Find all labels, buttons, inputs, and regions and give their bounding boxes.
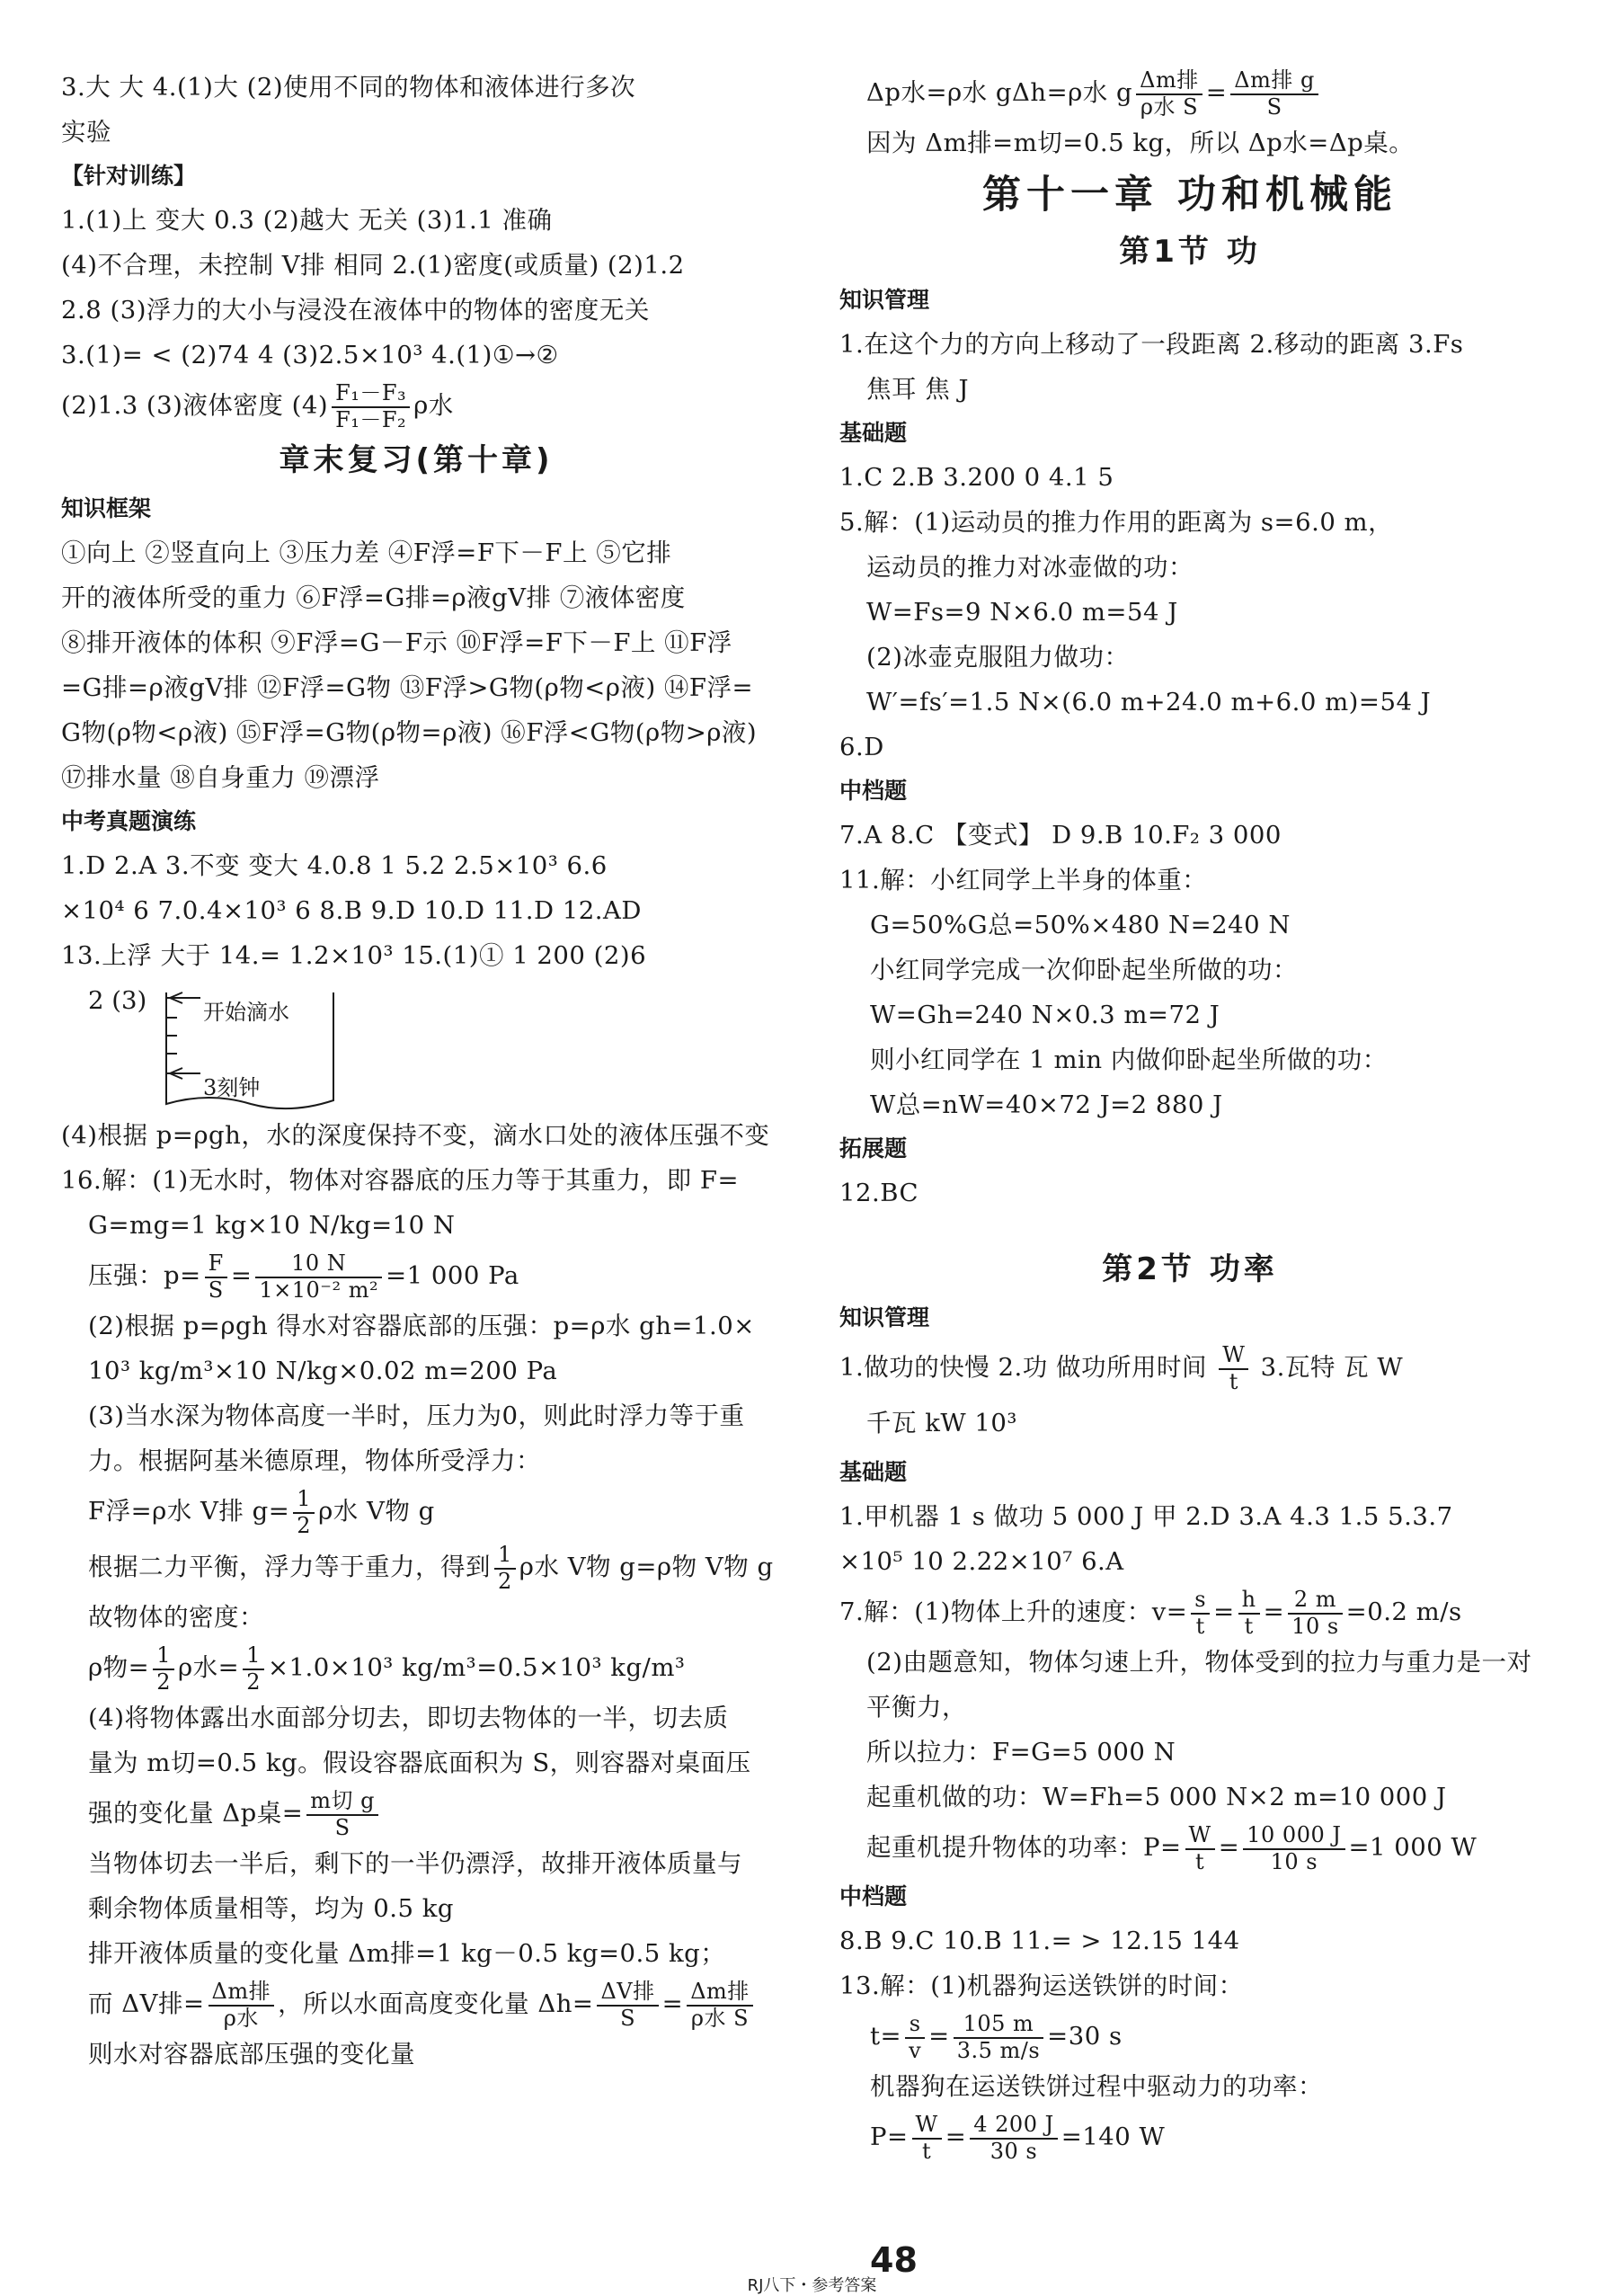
- line-text-mid2: =: [1263, 1597, 1285, 1626]
- line-text: (2)根据 p=ρgh 得水对容器底部的压强：p=ρ水 gh=1.0×: [88, 1312, 755, 1340]
- line-text: 7.解：(1)物体上升的速度：v=: [839, 1597, 1188, 1626]
- text-line: [61, 1348, 771, 1393]
- line-text: 1.C 2.B 3.200 0 4.1 5: [839, 463, 1114, 492]
- line-text: ρ物=: [88, 1653, 150, 1682]
- text-line: [61, 1785, 771, 1841]
- line-text: F浮=ρ水 V排 g=: [88, 1497, 290, 1526]
- fraction: [1219, 1343, 1248, 1394]
- line-text: 小红同学完成一次仰卧起坐所做的功：: [870, 956, 1298, 984]
- section-title: [839, 225, 1540, 279]
- text-line: [839, 455, 1540, 500]
- line-text-mid: ρ水=: [178, 1653, 240, 1682]
- fraction-numerator: s: [905, 2012, 925, 2039]
- right-column: [839, 65, 1540, 2165]
- line-text: (2)由题意知，物体匀速上升，物体受到的拉力与重力是一对: [866, 1648, 1532, 1677]
- fraction-numerator: F₁－F₃: [332, 381, 410, 408]
- diagram-label-end: 3刻钟: [203, 1075, 261, 1100]
- text-line: [839, 322, 1540, 367]
- line-text: 10³ kg/m³×10 N/kg×0.02 m=200 Pa: [88, 1357, 558, 1385]
- text-line: [61, 665, 771, 710]
- line-text: 章末复习(第十章): [279, 442, 554, 478]
- line-text-after: =0.2 m/s: [1345, 1597, 1462, 1626]
- text-line: [839, 948, 1540, 992]
- text-line: [839, 903, 1540, 948]
- text-line: [839, 2064, 1540, 2109]
- text-line: [839, 1395, 1540, 1451]
- text-line: [61, 755, 771, 800]
- text-line: [839, 1584, 1540, 1640]
- line-text-after: 3.瓦特 瓦 W: [1252, 1353, 1404, 1382]
- fraction: [1136, 68, 1202, 120]
- fraction: [1288, 1588, 1342, 1639]
- line-text-mid2: =: [661, 1989, 684, 2018]
- line-text: t=: [870, 2022, 902, 2051]
- text-line: [61, 1203, 771, 1248]
- line-text: 1.做功的快慢 2.功 做功所用时间: [839, 1353, 1216, 1382]
- line-text: 11.解：小红同学上半身的体重：: [839, 866, 1208, 894]
- fraction-denominator: v: [909, 2037, 922, 2063]
- fraction-denominator: S: [208, 1277, 224, 1303]
- text-line: [839, 65, 1540, 120]
- fraction-numerator: W: [912, 2113, 942, 2140]
- line-text-mid: =: [1205, 78, 1228, 107]
- fraction: [905, 2012, 925, 2063]
- section-title: [839, 1242, 1540, 1296]
- line-text: 焦耳 焦 J: [866, 375, 970, 404]
- text-line: [839, 680, 1540, 725]
- text-line: [839, 2008, 1540, 2064]
- line-text-after: ρ水 V物 g=ρ物 V物 g: [519, 1553, 774, 1581]
- fraction-numerator: 1: [494, 1543, 516, 1570]
- line-text: 5.解：(1)运动员的推力作用的距离为 s=6.0 m，: [839, 508, 1394, 537]
- text-line: [61, 288, 771, 333]
- line-text: 3.大 大 4.(1)大 (2)使用不同的物体和液体进行多次: [61, 73, 636, 102]
- section-heading: [61, 155, 771, 198]
- text-line: [839, 590, 1540, 635]
- line-text-after: =140 W: [1060, 2122, 1166, 2151]
- text-line: [839, 813, 1540, 858]
- fraction-numerator: s: [1191, 1588, 1210, 1615]
- line-text-after: ×1.0×10³ kg/m³=0.5×10³ kg/m³: [268, 1653, 686, 1682]
- fraction-denominator: 10 s: [1291, 1613, 1339, 1639]
- fraction-numerator: 2 m: [1288, 1588, 1342, 1615]
- line-text: (4)根据 p=ρgh，水的深度保持不变，滴水口处的液体压强不变: [61, 1121, 770, 1150]
- text-line: [61, 1113, 771, 1158]
- line-text: 第1节 功: [1119, 234, 1261, 270]
- text-line: [61, 710, 771, 755]
- line-text: 2.8 (3)浮力的大小与浸没在液体中的物体的密度无关: [61, 296, 650, 325]
- line-text: 起重机做的功：W=Fh=5 000 N×2 m=10 000 J: [866, 1783, 1447, 1811]
- line-text-mid: =: [1213, 1597, 1235, 1626]
- line-text: 根据二力平衡，浮力等于重力，得到: [88, 1553, 491, 1581]
- fraction: [687, 1980, 753, 2031]
- fraction: [970, 2113, 1057, 2164]
- spacer: [839, 1215, 1540, 1242]
- line-text: 机器狗在运送铁饼过程中驱动力的功率：: [870, 2072, 1323, 2101]
- text-line: [839, 1037, 1540, 1082]
- line-text: W′=fs′=1.5 N×(6.0 m+24.0 m+6.0 m)=54 J: [866, 688, 1432, 716]
- line-text: 2 (3): [88, 986, 147, 1015]
- fraction-denominator: 3.5 m/s: [956, 2037, 1041, 2063]
- line-text: 剩余物体质量相等，均为 0.5 kg: [88, 1894, 454, 1923]
- fraction-denominator: 1×10⁻² m²: [259, 1277, 379, 1303]
- line-text: 量为 m切=0.5 kg。假设容器底面积为 S，则容器对桌面压: [88, 1749, 751, 1777]
- arrow-icon: [170, 1068, 200, 1079]
- text-line: [839, 2109, 1540, 2165]
- line-text: 中档题: [839, 1883, 908, 1909]
- line-text: G=mg=1 kg×10 N/kg=10 N: [88, 1211, 456, 1240]
- line-text: (3)当水深为物体高度一半时，压力为0，则此时浮力等于重: [88, 1402, 745, 1430]
- line-text: 平衡力，: [866, 1693, 967, 1722]
- section-heading: [839, 1127, 1540, 1170]
- fraction-denominator: t: [1244, 1613, 1254, 1639]
- text-line: [61, 1740, 771, 1785]
- text-line: [61, 1976, 771, 2032]
- fraction: [1185, 1823, 1215, 1874]
- section-heading: [839, 1451, 1540, 1494]
- fraction-numerator: m切 g: [306, 1789, 378, 1816]
- text-line: [839, 367, 1540, 412]
- fraction-denominator: ρ水: [223, 2005, 259, 2031]
- line-text-mid: =: [230, 1261, 253, 1290]
- text-line: [61, 1931, 771, 1976]
- line-text: 1.D 2.A 3.不变 变大 4.0.8 1 5.2 2.5×10³ 6.6: [61, 851, 608, 880]
- fraction-numerator: W: [1185, 1823, 1215, 1850]
- section-heading: [839, 770, 1540, 813]
- fraction-denominator: ρ水 S: [1140, 93, 1199, 120]
- fraction-denominator: ρ水 S: [690, 2005, 750, 2031]
- line-text: G物(ρ物<ρ液) ⑮F浮=G物(ρ物=ρ液) ⑯F浮<G物(ρ物>ρ液): [61, 718, 758, 747]
- fraction: [1191, 1588, 1210, 1639]
- line-text: 第十一章 功和机械能: [982, 173, 1398, 218]
- fraction: [1243, 1823, 1344, 1874]
- text-line: [839, 1339, 1540, 1395]
- line-text: G=50%G总=50%×480 N=240 N: [870, 911, 1291, 939]
- fraction-denominator: 10 s: [1270, 1848, 1318, 1874]
- text-line: [839, 1170, 1540, 1215]
- text-line: [61, 1483, 771, 1539]
- line-text: 中档题: [839, 778, 908, 804]
- text-line: [61, 1886, 771, 1931]
- text-line: [61, 243, 771, 288]
- line-text: ①向上 ②竖直向上 ③压力差 ④F浮=F下－F上 ⑤它排: [61, 538, 672, 567]
- left-column: [61, 65, 774, 2077]
- line-text-mid: =: [1218, 1833, 1240, 1862]
- fraction: [1230, 68, 1318, 120]
- fraction-numerator: 4 200 J: [970, 2113, 1057, 2140]
- line-text-after: =1 000 Pa: [386, 1261, 519, 1290]
- line-text: ⑰排水量 ⑱自身重力 ⑲漂浮: [61, 763, 380, 792]
- fraction-numerator: 1: [243, 1643, 264, 1670]
- fraction-numerator: Δm排 g: [1230, 68, 1318, 95]
- text-line: [61, 378, 771, 433]
- text-line: [839, 635, 1540, 680]
- line-text: Δp水=ρ水 gΔh=ρ水 g: [866, 78, 1133, 107]
- line-text: 运动员的推力对冰壶做的功：: [866, 553, 1194, 582]
- fraction-denominator: F₁－F₂: [335, 406, 407, 432]
- line-text-after: ρ水 V物 g: [318, 1497, 435, 1526]
- text-line: [839, 545, 1540, 590]
- text-line: [61, 933, 771, 978]
- text-line: [61, 1393, 771, 1438]
- fraction-denominator: S: [1266, 93, 1282, 120]
- text-line: [61, 333, 771, 378]
- fraction: [209, 1980, 275, 2031]
- text-line: [61, 1640, 771, 1695]
- fraction: [205, 1251, 227, 1303]
- line-text: =G排=ρ液gV排 ⑫F浮=G物 ⑬F浮>G物(ρ物<ρ液) ⑭F浮=: [61, 673, 754, 702]
- line-text: 1.甲机器 1 s 做功 5 000 J 甲 2.D 3.A 4.3 1.5 5.3.7: [839, 1502, 1453, 1531]
- text-line: [839, 1082, 1540, 1127]
- text-line: [61, 575, 771, 620]
- line-text: (2)冰壶克服阻力做功：: [866, 643, 1130, 672]
- text-line: [61, 1695, 771, 1740]
- line-text: 7.A 8.C 【变式】 D 9.B 10.F₂ 3 000: [839, 821, 1282, 850]
- text-line: [839, 1640, 1540, 1685]
- line-text: 6.D: [839, 733, 884, 761]
- fraction-numerator: F: [205, 1251, 227, 1278]
- text-line: [61, 1304, 771, 1348]
- fraction-numerator: Δm排: [687, 1980, 753, 2007]
- fraction-numerator: Δm排: [1136, 68, 1202, 95]
- text-line: [839, 120, 1540, 165]
- text-line: [61, 1248, 771, 1304]
- fraction: [153, 1643, 174, 1695]
- fraction-denominator: 2: [246, 1669, 261, 1695]
- line-text: (4)将物体露出水面部分切去，即切去物体的一半，切去质: [88, 1704, 729, 1732]
- line-text: 第2节 功率: [1102, 1251, 1278, 1287]
- line-text-mid: ，所以水面高度变化量 Δh=: [278, 1989, 594, 2018]
- line-text: 基础题: [839, 420, 908, 446]
- fraction-numerator: 1: [153, 1643, 174, 1670]
- line-text-mid: =: [928, 2022, 950, 2051]
- fraction: [306, 1789, 378, 1840]
- line-text: W=Gh=240 N×0.3 m=72 J: [870, 1001, 1220, 1029]
- line-text: 力。根据阿基米德原理，物体所受浮力：: [88, 1446, 541, 1475]
- text-line: [839, 1730, 1540, 1775]
- fraction: [255, 1251, 382, 1303]
- line-text: 千瓦 kW 10³: [866, 1409, 1017, 1437]
- text-line: [839, 1918, 1540, 1963]
- line-text: 基础题: [839, 1459, 908, 1485]
- line-text: 【针对训练】: [61, 163, 197, 189]
- text-line: [61, 65, 771, 110]
- line-text: 知识框架: [61, 495, 152, 521]
- fraction: [954, 2012, 1043, 2063]
- line-text: ⑧排开液体的体积 ⑨F浮=G－F示 ⑩F浮=F下－F上 ⑪F浮: [61, 628, 732, 657]
- line-text: 强的变化量 Δp桌=: [88, 1799, 304, 1828]
- line-text: 起重机提升物体的功率：P=: [866, 1833, 1182, 1862]
- line-text: ×10⁴ 6 7.0.4×10³ 6 8.B 9.D 10.D 11.D 12.AD: [61, 896, 642, 925]
- line-text: 因为 Δm排=m切=0.5 kg，所以 Δp水=Δp桌。: [866, 129, 1415, 157]
- text-line: [61, 1438, 771, 1483]
- line-text: 1.在这个力的方向上移动了一段距离 2.移动的距离 3.Fs: [839, 330, 1464, 359]
- text-line: [61, 843, 771, 888]
- line-text: W总=nW=40×72 J=2 880 J: [870, 1090, 1223, 1119]
- line-text-after: =1 000 W: [1348, 1833, 1478, 1862]
- line-text: 知识管理: [839, 287, 930, 313]
- line-text-after: =30 s: [1047, 2022, 1123, 2051]
- fraction-numerator: W: [1219, 1343, 1248, 1370]
- fraction: [912, 2113, 942, 2164]
- section-heading: [61, 487, 771, 530]
- fraction-numerator: 1: [293, 1487, 315, 1514]
- line-text: (4)不合理，未控制 V排 相同 2.(1)密度(或质量) (2)1.2: [61, 251, 685, 280]
- text-line: [61, 110, 771, 155]
- line-text: 开的液体所受的重力 ⑥F浮=G排=ρ液gV排 ⑦液体密度: [61, 583, 686, 612]
- fraction-denominator: t: [922, 2138, 932, 2164]
- fraction-denominator: 30 s: [989, 2138, 1038, 2164]
- line-text: 知识管理: [839, 1304, 930, 1330]
- line-text: 1.(1)上 变大 0.3 (2)越大 无关 (3)1.1 准确: [61, 206, 553, 235]
- line-text: 所以拉力：F=G=5 000 N: [866, 1738, 1176, 1766]
- text-line: [839, 500, 1540, 545]
- fraction-denominator: S: [620, 2005, 636, 2031]
- line-text: 当物体切去一半后，剩下的一半仍漂浮，故排开液体质量与: [88, 1849, 742, 1878]
- text-line: [61, 2032, 771, 2077]
- fraction-numerator: 10 N: [255, 1251, 382, 1278]
- line-text: 则水对容器底部压强的变化量: [88, 2040, 415, 2069]
- chapter-title: [839, 165, 1540, 225]
- text-line: [839, 1494, 1540, 1539]
- text-line: [61, 1539, 774, 1595]
- section-heading: [839, 1875, 1540, 1918]
- line-text: 3.(1)= < (2)74 4 (3)2.5×10³ 4.(1)①→②: [61, 341, 559, 369]
- line-text: (2)1.3 (3)液体密度 (4): [61, 391, 329, 420]
- section-title: [61, 433, 771, 487]
- text-line: [61, 888, 771, 933]
- line-text: 16.解：(1)无水时，物体对容器底的压力等于其重力，即 F=: [61, 1166, 740, 1195]
- text-line: [61, 198, 771, 243]
- text-line: [839, 1963, 1540, 2008]
- text-line: [839, 858, 1540, 903]
- text-line: [61, 620, 771, 665]
- line-text: ×10⁵ 10 2.22×10⁷ 6.A: [839, 1547, 1124, 1576]
- text-line: [61, 1158, 771, 1203]
- line-text: P=: [870, 2122, 909, 2151]
- fraction: [332, 381, 410, 432]
- line-text: 故物体的密度：: [88, 1603, 264, 1632]
- arrow-icon: [170, 992, 200, 1003]
- fraction: [1238, 1588, 1260, 1639]
- fraction: [243, 1643, 264, 1695]
- fraction: [494, 1543, 516, 1594]
- text-line: [839, 992, 1540, 1037]
- line-text: 13.解：(1)机器狗运送铁饼的时间：: [839, 1971, 1244, 2000]
- fraction: [293, 1487, 315, 1538]
- text-line: [839, 1685, 1540, 1730]
- fraction-denominator: t: [1195, 1848, 1205, 1874]
- line-text: 实验: [61, 118, 111, 147]
- section-heading: [839, 1296, 1540, 1339]
- section-heading: [839, 412, 1540, 455]
- text-line: [839, 1820, 1540, 1875]
- line-text: 中考真题演练: [61, 808, 197, 834]
- line-text: 12.BC: [839, 1179, 918, 1207]
- line-text-mid: =: [945, 2122, 967, 2151]
- fraction-denominator: t: [1195, 1613, 1205, 1639]
- line-text: 拓展题: [839, 1135, 908, 1161]
- fraction-denominator: t: [1229, 1368, 1238, 1394]
- line-text: 8.B 9.C 10.B 11.= > 12.15 144: [839, 1927, 1240, 1955]
- text-line: [61, 1841, 771, 1886]
- fraction-numerator: ΔV排: [597, 1980, 658, 2007]
- fraction-numerator: h: [1238, 1588, 1260, 1615]
- line-text: 13.上浮 大于 14.= 1.2×10³ 15.(1)① 1 200 (2)6: [61, 941, 647, 970]
- text-line: [839, 1775, 1540, 1820]
- line-text: 排开液体质量的变化量 Δm排=1 kg－0.5 kg=0.5 kg；: [88, 1939, 726, 1968]
- fraction-denominator: 2: [297, 1512, 312, 1538]
- fraction-numerator: 10 000 J: [1243, 1823, 1344, 1850]
- line-text-after: ρ水: [413, 391, 454, 420]
- fraction-numerator: 105 m: [954, 2012, 1043, 2039]
- fraction-denominator: 2: [498, 1568, 512, 1594]
- fraction-denominator: S: [334, 1814, 351, 1840]
- fraction: [597, 1980, 658, 2031]
- line-text: 则小红同学在 1 min 内做仰卧起坐所做的功：: [870, 1046, 1388, 1074]
- text-line: [839, 725, 1540, 770]
- fraction-numerator: Δm排: [209, 1980, 275, 2007]
- section-heading: [839, 279, 1540, 322]
- text-line: [839, 1539, 1540, 1584]
- water-clock-diagram: [61, 978, 771, 1113]
- page-number: 48: [870, 2240, 918, 2280]
- section-heading: [61, 800, 771, 843]
- text-line: [61, 530, 771, 575]
- line-text: 而 ΔV排=: [88, 1989, 205, 2018]
- fraction-denominator: 2: [156, 1669, 171, 1695]
- text-line: [61, 1595, 771, 1640]
- page-footer: RJ八下・参考答案: [747, 2276, 877, 2295]
- diagram-label-start: 开始滴水: [203, 1000, 289, 1025]
- line-text: W=Fs=9 N×6.0 m=54 J: [866, 598, 1178, 627]
- line-text: 压强：p=: [88, 1261, 201, 1290]
